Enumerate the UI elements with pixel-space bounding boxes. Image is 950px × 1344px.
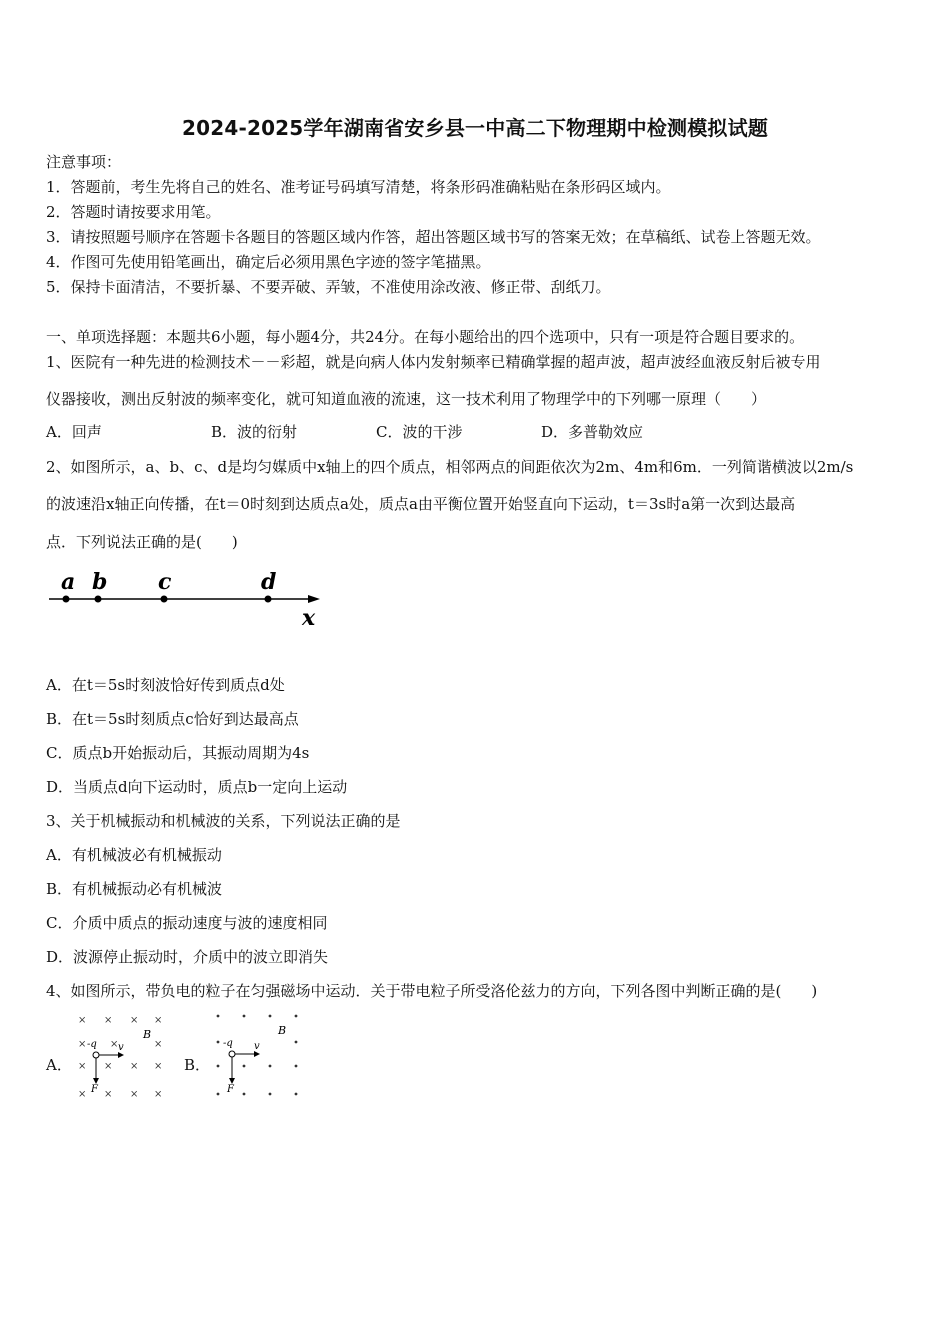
q4-option-a-label: A． xyxy=(46,1056,72,1074)
svg-text:×: × xyxy=(104,1061,113,1072)
fig-b-force: F xyxy=(227,1084,234,1095)
q3-option-d: D．波源停止振动时，介质中的波立即消失 xyxy=(46,948,329,966)
svg-text:×: × xyxy=(130,1089,139,1100)
fig-a-velocity: v xyxy=(118,1042,124,1053)
fig-a-charge: -q xyxy=(87,1039,97,1050)
label-x: x xyxy=(302,605,316,631)
notice-item-1: 1．答题前，考生先将自己的姓名、准考证号码填写清楚，将条形码准确粘贴在条形码区域内。 xyxy=(46,178,671,196)
fig-b-charge: -q xyxy=(223,1038,233,1049)
q2-option-b: B．在t＝5s时刻质点c恰好到达最高点 xyxy=(46,710,299,728)
svg-text:×: × xyxy=(130,1061,139,1072)
svg-text:×: × xyxy=(154,1089,163,1100)
q3-stem: 3、关于机械振动和机械波的关系，下列说法正确的是 xyxy=(46,812,401,830)
notice-heading: 注意事项： xyxy=(46,153,122,171)
q4-option-b-label: B． xyxy=(184,1056,211,1074)
svg-text:×: × xyxy=(130,1015,139,1026)
q4-figure-b xyxy=(210,1010,305,1102)
svg-text:×: × xyxy=(78,1039,87,1050)
q1-stem-line1: 1、医院有一种先进的检测技术－－彩超，就是向病人体内发射频率已精确掌握的超声波，超声波经血液反射后被专用 xyxy=(46,353,821,371)
label-a: a xyxy=(61,569,76,595)
svg-text:×: × xyxy=(154,1015,163,1026)
fig-a-force: F xyxy=(91,1084,98,1095)
fig-a-field: B xyxy=(143,1028,152,1041)
svg-text:×: × xyxy=(104,1015,113,1026)
label-d: d xyxy=(261,569,277,595)
notice-item-4: 4．作图可先使用铅笔画出，确定后必须用黑色字迹的签字笔描黑。 xyxy=(46,253,491,271)
q1-option-c: C．波的干涉 xyxy=(376,423,463,441)
svg-text:×: × xyxy=(154,1061,163,1072)
q3-option-b: B．有机械振动必有机械波 xyxy=(46,880,223,898)
svg-text:×: × xyxy=(78,1089,87,1100)
section-heading: 一、单项选择题：本题共6小题，每小题4分，共24分。在每小题给出的四个选项中，只有一项是符合题目要求的。 xyxy=(46,328,805,346)
fig-b-velocity: v xyxy=(254,1041,260,1052)
fig-b-field: B xyxy=(278,1024,287,1037)
q2-stem-line3: 点．下列说法正确的是( ) xyxy=(46,533,238,551)
q4-figure-a xyxy=(74,1010,169,1102)
page-title: 2024-2025学年湖南省安乡县一中高二下物理期中检测模拟试题 xyxy=(181,116,769,140)
point-c xyxy=(161,596,168,603)
q2-axis-figure xyxy=(46,565,336,635)
notice-item-5: 5．保持卡面清洁，不要折暴、不要弄破、弄皱，不准使用涂改液、修正带、刮纸刀。 xyxy=(46,278,611,296)
q1-stem-line2: 仪器接收，测出反射波的频率变化，就可知道血液的流速，这一技术利用了物理学中的下列哪一原理（ ） xyxy=(46,390,767,408)
q4-stem: 4、如图所示，带负电的粒子在匀强磁场中运动．关于带电粒子所受洛伦兹力的方向，下列各图中判断正确的是( ) xyxy=(46,982,818,1000)
q2-stem-line1: 2、如图所示，a、b、c、d是均匀媒质中x轴上的四个质点，相邻两点的间距依次为2m、4m和6m．一列简谐横波以2m/s xyxy=(46,458,854,476)
q1-option-b: B．波的衍射 xyxy=(211,423,298,441)
q1-option-d: D．多普勒效应 xyxy=(541,423,644,441)
q3-option-a: A．有机械波必有机械振动 xyxy=(46,846,222,864)
label-c: c xyxy=(158,569,172,595)
notice-item-2: 2．答题时请按要求用笔。 xyxy=(46,203,221,221)
q3-option-c: C．介质中质点的振动速度与波的速度相同 xyxy=(46,914,328,932)
notice-item-3: 3．请按照题号顺序在答题卡各题目的答题区域内作答，超出答题区域书写的答案无效；在草稿纸、试卷上答题无效。 xyxy=(46,228,821,246)
point-b xyxy=(95,596,102,603)
q2-option-d: D．当质点d向下运动时，质点b一定向上运动 xyxy=(46,778,348,796)
svg-text:×: × xyxy=(78,1061,87,1072)
svg-text:×: × xyxy=(78,1015,87,1026)
svg-text:×: × xyxy=(110,1039,119,1050)
label-b: b xyxy=(92,569,108,595)
svg-text:×: × xyxy=(154,1039,163,1050)
point-d xyxy=(265,596,272,603)
q2-option-a: A．在t＝5s时刻波恰好传到质点d处 xyxy=(46,676,285,694)
q1-option-a: A．回声 xyxy=(46,423,102,441)
q1-options xyxy=(46,421,706,442)
svg-text:×: × xyxy=(104,1089,113,1100)
q2-option-c: C．质点b开始振动后，其振动周期为4s xyxy=(46,744,310,762)
point-a xyxy=(63,596,70,603)
q2-stem-line2: 的波速沿x轴正向传播，在t＝0时刻到达质点a处，质点a由平衡位置开始竖直向下运动，t＝3s时a第一次到达最高 xyxy=(46,495,796,513)
